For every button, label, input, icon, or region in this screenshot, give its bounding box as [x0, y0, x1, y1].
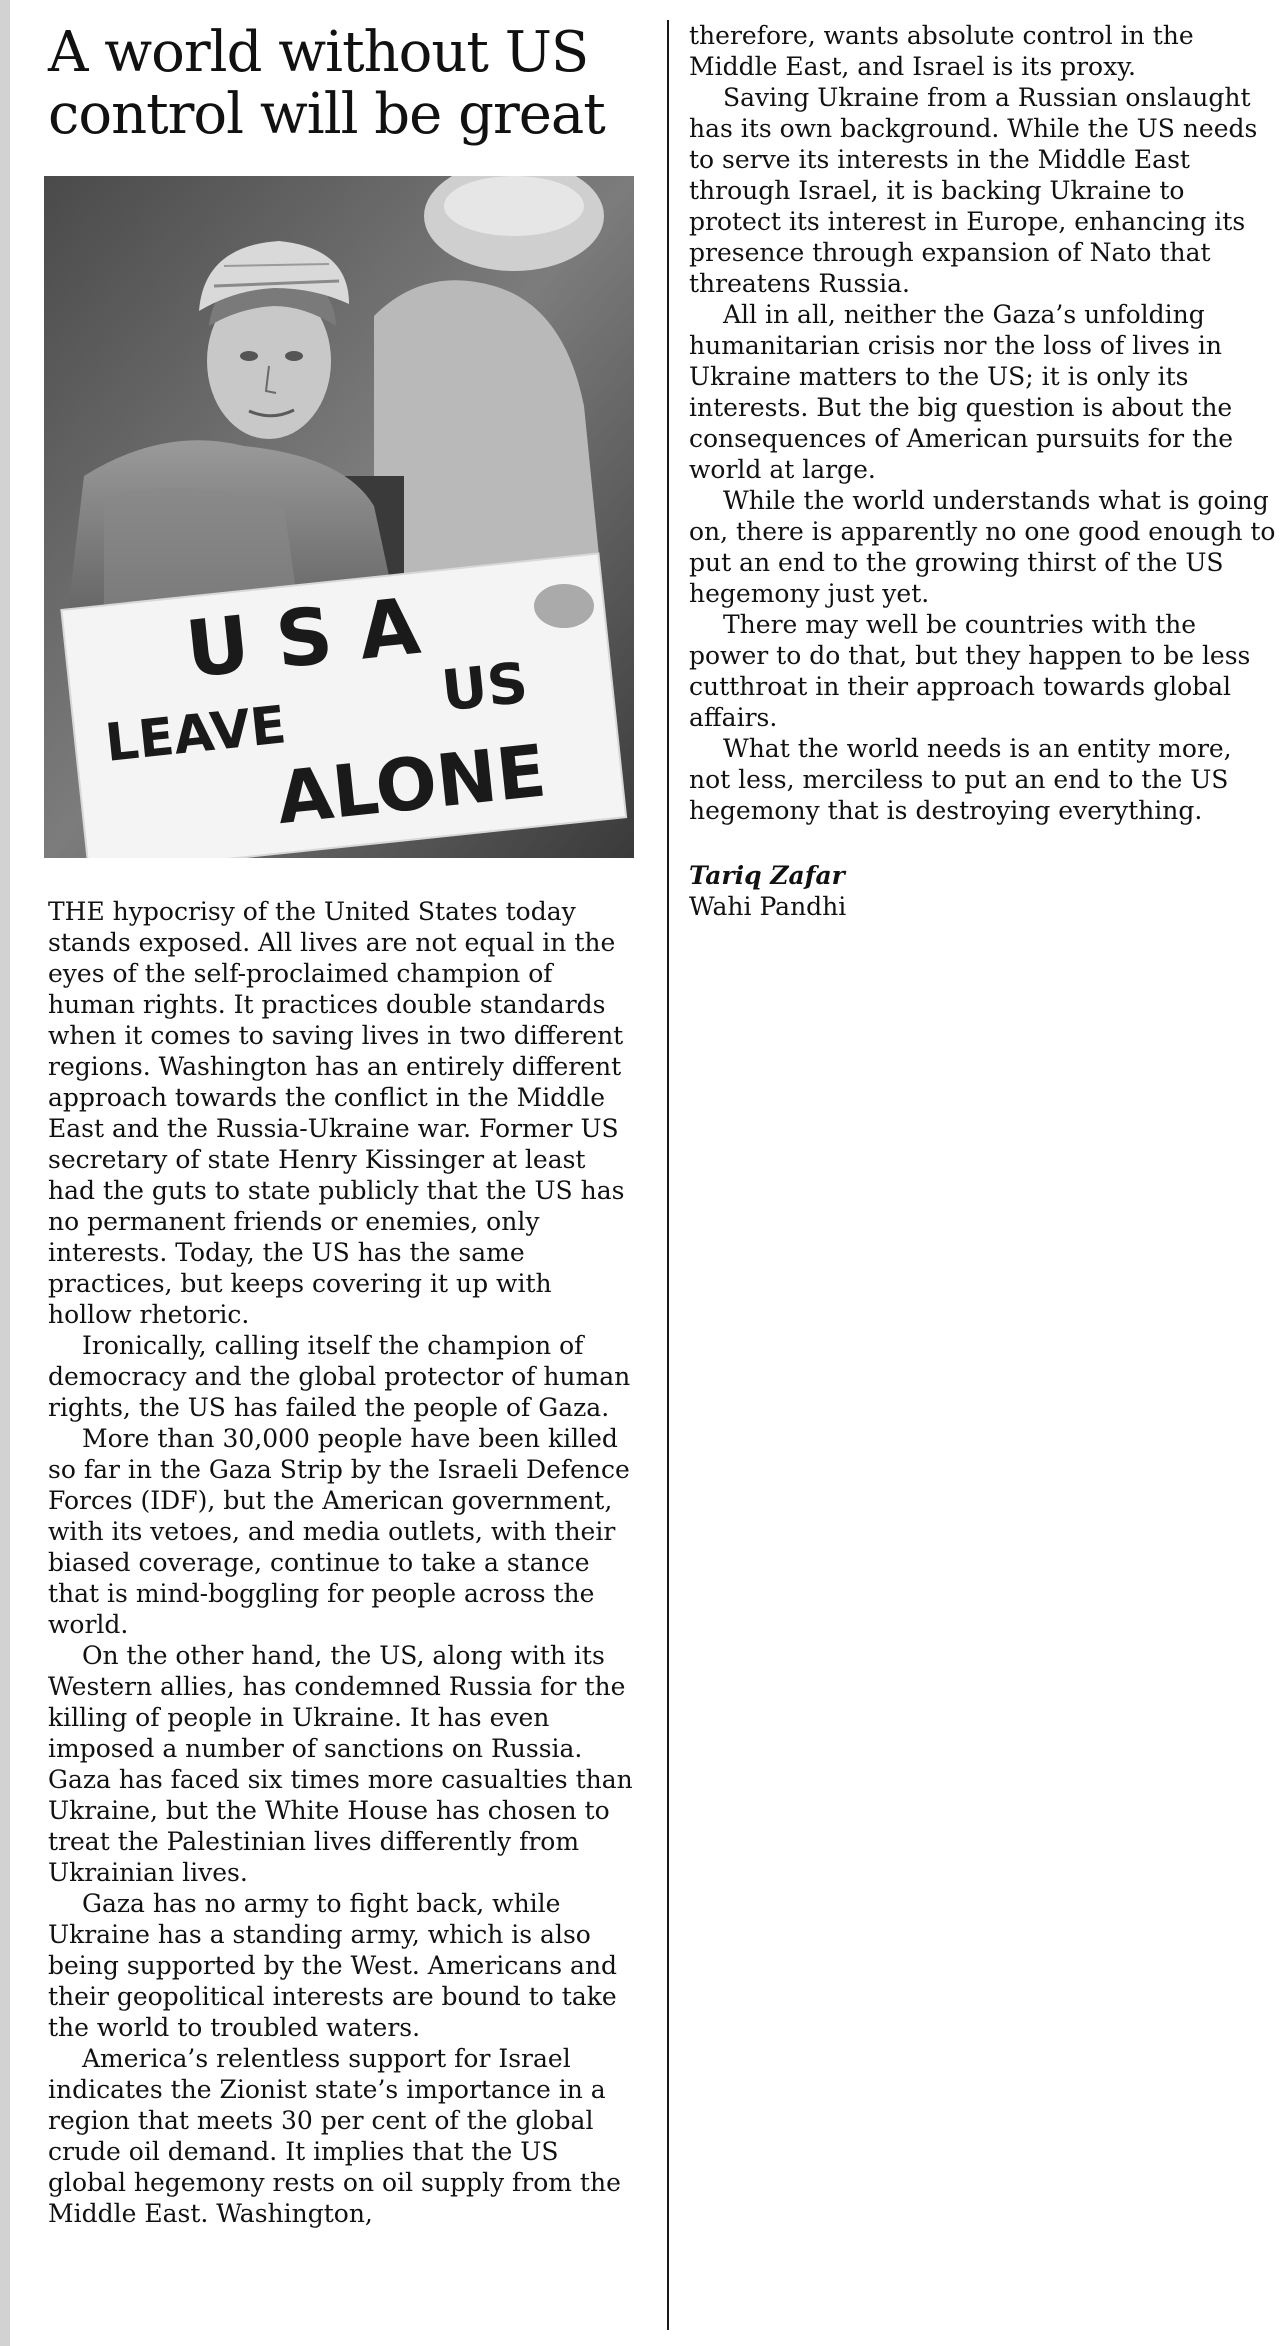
- page-edge-rule: [0, 0, 10, 2346]
- paragraph: Ironically, calling itself the champion of democracy and the global protector of human rights, the US has failed the people of Gaza.: [48, 1331, 631, 1422]
- author-location: Wahi Pandhi: [689, 892, 847, 921]
- paragraph: therefore, wants absolute control in the Middle East, and Israel is its proxy.: [689, 21, 1194, 81]
- sign-text-usa: U S A: [181, 581, 424, 696]
- paragraph: THE hypocrisy of the United States today stands exposed. All lives are not equal in the eyes of the self-proclaimed champion of human rights. It practices double standards when it comes to saving lives in two different regions. Washington has an entirely different approach towards the conflict in the Middle East and the Russia-Ukraine war. Former US secretary of state Henry Kissinger at least had the guts to state publicly that the US has no permanent friends or enemies, only interests. Today, the US has the same practices, but keeps covering it up with hollow rhetoric.: [48, 897, 625, 1329]
- author-name: Tariq Zafar: [689, 861, 845, 890]
- paragraph: All in all, neither the Gaza’s unfolding humanitarian crisis nor the loss of lives in Ukraine matters to the US; it is only its interests. But the big question is about the consequences of American pursuits for the world at large.: [689, 300, 1234, 484]
- paragraph: America’s relentless support for Israel indicates the Zionist state’s importance in a region that meets 30 per cent of the global crude oil demand. It implies that the US global hegemony rests on oil supply from the Middle East. Washington,: [48, 2044, 621, 2228]
- sign-text-alone: ALONE: [272, 728, 550, 841]
- paragraph: More than 30,000 people have been killed so far in the Gaza Strip by the Israeli Defence Forces (IDF), but the American government, with its vetoes, and media outlets, with their biased coverage, continue to take a stance that is mind-boggling for people across the world.: [48, 1424, 630, 1639]
- paragraph: What the world needs is an entity more, not less, merciless to put an end to the US hegemony that is destroying everything.: [689, 734, 1232, 825]
- column-divider: [667, 20, 669, 2330]
- paragraph: While the world understands what is going on, there is apparently no one good enough to put an end to the growing thirst of the US hegemony just yet.: [689, 486, 1276, 608]
- protest-photo: [44, 176, 634, 858]
- sign-text-us: US: [438, 650, 531, 725]
- signature-block: [689, 860, 1249, 922]
- sign-text-leave: LEAVE: [102, 695, 289, 774]
- headline: A world without US control will be great: [48, 20, 605, 147]
- paragraph: Saving Ukraine from a Russian onslaught has its own background. While the US needs to serve its interests in the Middle East through Israel, it is backing Ukraine to protect its interest in Europe, enhancing its presence through expansion of Nato that threatens Russia.: [689, 83, 1258, 298]
- body-column-left: [48, 896, 640, 2229]
- body-column-right: [689, 20, 1279, 826]
- paragraph: There may well be countries with the power to do that, but they happen to be less cutthroat in their approach towards global affairs.: [689, 610, 1251, 732]
- paragraph: On the other hand, the US, along with its Western allies, has condemned Russia for the killing of people in Ukraine. It has even imposed a number of sanctions on Russia. Gaza has faced six times more casualties than Ukraine, but the White House has chosen to treat the Palestinian lives differently from Ukrainian lives.: [48, 1641, 633, 1887]
- paragraph: Gaza has no army to fight back, while Ukraine has a standing army, which is also being supported by the West. Americans and their geopolitical interests are bound to take the world to troubled waters.: [48, 1889, 618, 2042]
